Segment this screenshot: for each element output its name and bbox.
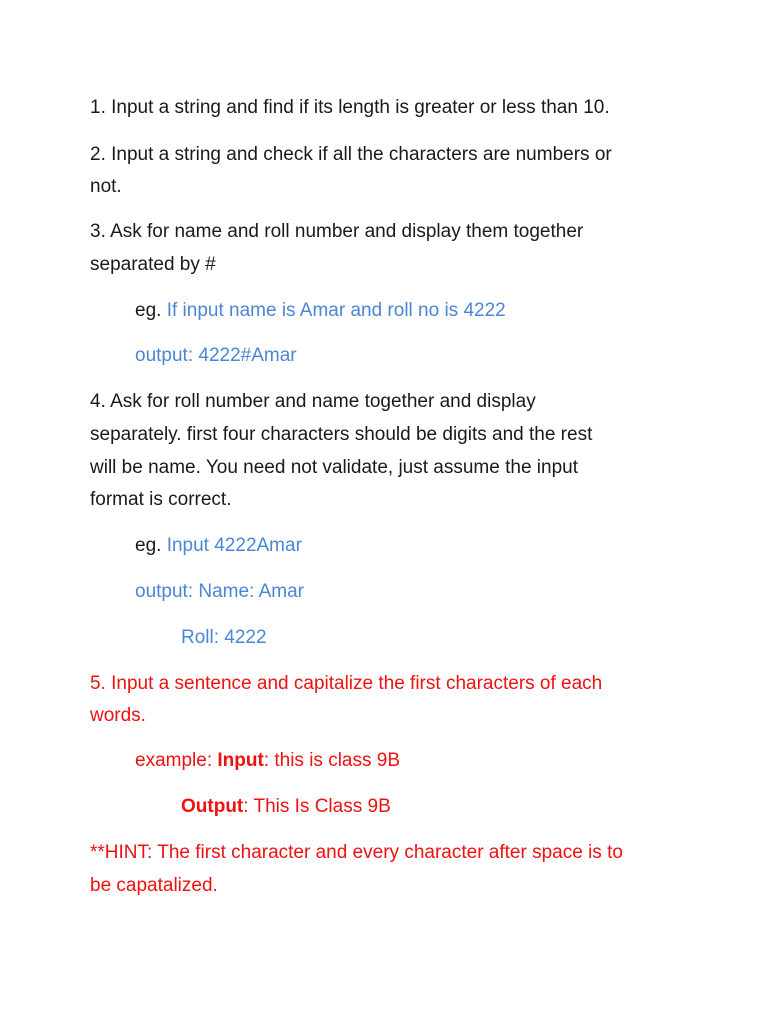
example-text: Input 4222Amar: [166, 535, 302, 556]
item-4-roll: Roll: 4222: [181, 627, 267, 648]
output-value: : This Is Class 9B: [243, 796, 391, 817]
item-5-output: [181, 795, 391, 819]
item-4-example: [135, 534, 302, 558]
example-prefix: example:: [135, 750, 218, 771]
example-prefix: eg.: [135, 535, 162, 556]
item-1: 1. Input a string and find if its length is greater or less than 10.: [90, 97, 610, 118]
item-4-line-4: format is correct.: [90, 489, 232, 510]
output-label: Output: [181, 796, 244, 817]
item-4-line-1: 4. Ask for roll number and name together and display: [90, 391, 536, 412]
item-3-output: output: 4222#Amar: [135, 345, 297, 366]
item-4-line-2: separately. first four characters should be digits and the rest: [90, 424, 593, 445]
input-label: Input: [217, 750, 264, 771]
item-5-line-1: 5. Input a sentence and capitalize the first characters of each: [90, 673, 603, 694]
example-prefix: eg.: [135, 300, 162, 321]
hint-line-2: be capatalized.: [90, 875, 218, 896]
item-3-example: [135, 299, 506, 323]
item-2-line-1: 2. Input a string and check if all the characters are numbers or: [90, 144, 612, 165]
item-5-example: [135, 749, 400, 773]
item-4-output: output: Name: Amar: [135, 581, 304, 602]
item-3-line-2: separated by #: [90, 254, 216, 275]
hint-line-1: **HINT: The first character and every character after space is to: [90, 842, 623, 863]
item-3-line-1: 3. Ask for name and roll number and display them together: [90, 221, 584, 242]
example-text: If input name is Amar and roll no is 4222: [166, 300, 506, 321]
input-value: : this is class 9B: [263, 750, 401, 771]
item-4-line-3: will be name. You need not validate, just assume the input: [90, 457, 578, 478]
item-2-line-2: not.: [90, 176, 122, 197]
item-5-line-2: words.: [90, 705, 146, 726]
